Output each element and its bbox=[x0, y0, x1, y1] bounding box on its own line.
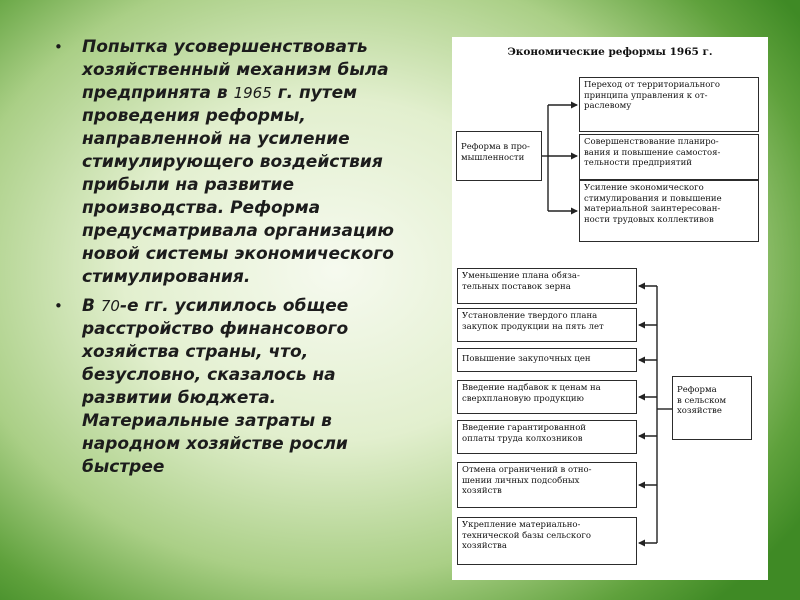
agriculture-target-box bbox=[457, 268, 637, 304]
agriculture-target-box bbox=[457, 462, 637, 508]
industry-target-box bbox=[579, 77, 759, 132]
agriculture-reform-box bbox=[672, 376, 752, 440]
agriculture-target-box bbox=[457, 420, 637, 454]
box-text: Уменьшение плана обяза- тельных поставок зерна bbox=[462, 271, 580, 292]
industry-reform-box bbox=[456, 131, 542, 181]
bullet-marker: • bbox=[54, 38, 63, 56]
industry-target-box bbox=[579, 134, 759, 180]
box-text: Переход от территориального принципа управления к от- раслевому bbox=[584, 80, 720, 111]
box-text: Установление твердого плана закупок продукции на пять лет bbox=[462, 311, 604, 332]
diagram-title: Экономические реформы 1965 г. bbox=[507, 46, 713, 58]
bullet-text bbox=[82, 36, 418, 289]
bullet-text-segment: г. путем проведения реформы, направленной на усиление стимулирующего воздействия прибыли на развитие производства. Реформа предусматривала организацию новой системы экономического стимулирования. bbox=[82, 83, 394, 287]
box-text: Укрепление материально- технической базы сельского хозяйства bbox=[462, 520, 591, 551]
agriculture-target-box bbox=[457, 308, 637, 342]
box-text: Повышение закупочных цен bbox=[462, 354, 591, 364]
bullet-text-segment: Попытка усовершенствовать хозяйственный механизм была предпринята в bbox=[82, 37, 389, 103]
industry-target-box bbox=[579, 180, 759, 242]
box-text: Отмена ограничений в отно- шении личных подсобных хозяйств bbox=[462, 465, 592, 496]
reform-diagram bbox=[452, 37, 768, 580]
box-text: Введение надбавок к ценам на сверхплановую продукцию bbox=[462, 383, 601, 404]
bullet-text bbox=[82, 295, 418, 479]
bullet-year: 70 bbox=[100, 297, 120, 315]
agriculture-target-box bbox=[457, 348, 637, 372]
box-text: Реформа в сельском хозяйстве bbox=[677, 385, 727, 416]
box-text: Усиление экономического стимулирования и повышение материальной заинтересован- ности трудовых коллективов bbox=[584, 183, 722, 225]
box-text: Реформа в про- мышленности bbox=[461, 142, 530, 163]
agriculture-target-box bbox=[457, 517, 637, 565]
slide-bullet-list bbox=[48, 36, 418, 485]
bullet-year: 1965 bbox=[233, 84, 272, 102]
bullet-text-segment: В bbox=[82, 296, 101, 316]
box-text: Введение гарантированной оплаты труда колхозников bbox=[462, 423, 586, 444]
bullet-marker: • bbox=[54, 297, 63, 315]
bullet-item bbox=[48, 36, 418, 289]
bullet-item bbox=[48, 295, 418, 479]
box-text: Совершенствование планиро- вания и повышение самостоя- тельности предприятий bbox=[584, 137, 721, 168]
agriculture-target-box bbox=[457, 380, 637, 414]
bullet-text-segment: -е гг. усилилось общее расстройство финансового хозяйства страны, что, безусловно, сказалось на развитии бюджета. Материальные затраты в народном хозяйстве росли быстрее bbox=[82, 296, 349, 477]
